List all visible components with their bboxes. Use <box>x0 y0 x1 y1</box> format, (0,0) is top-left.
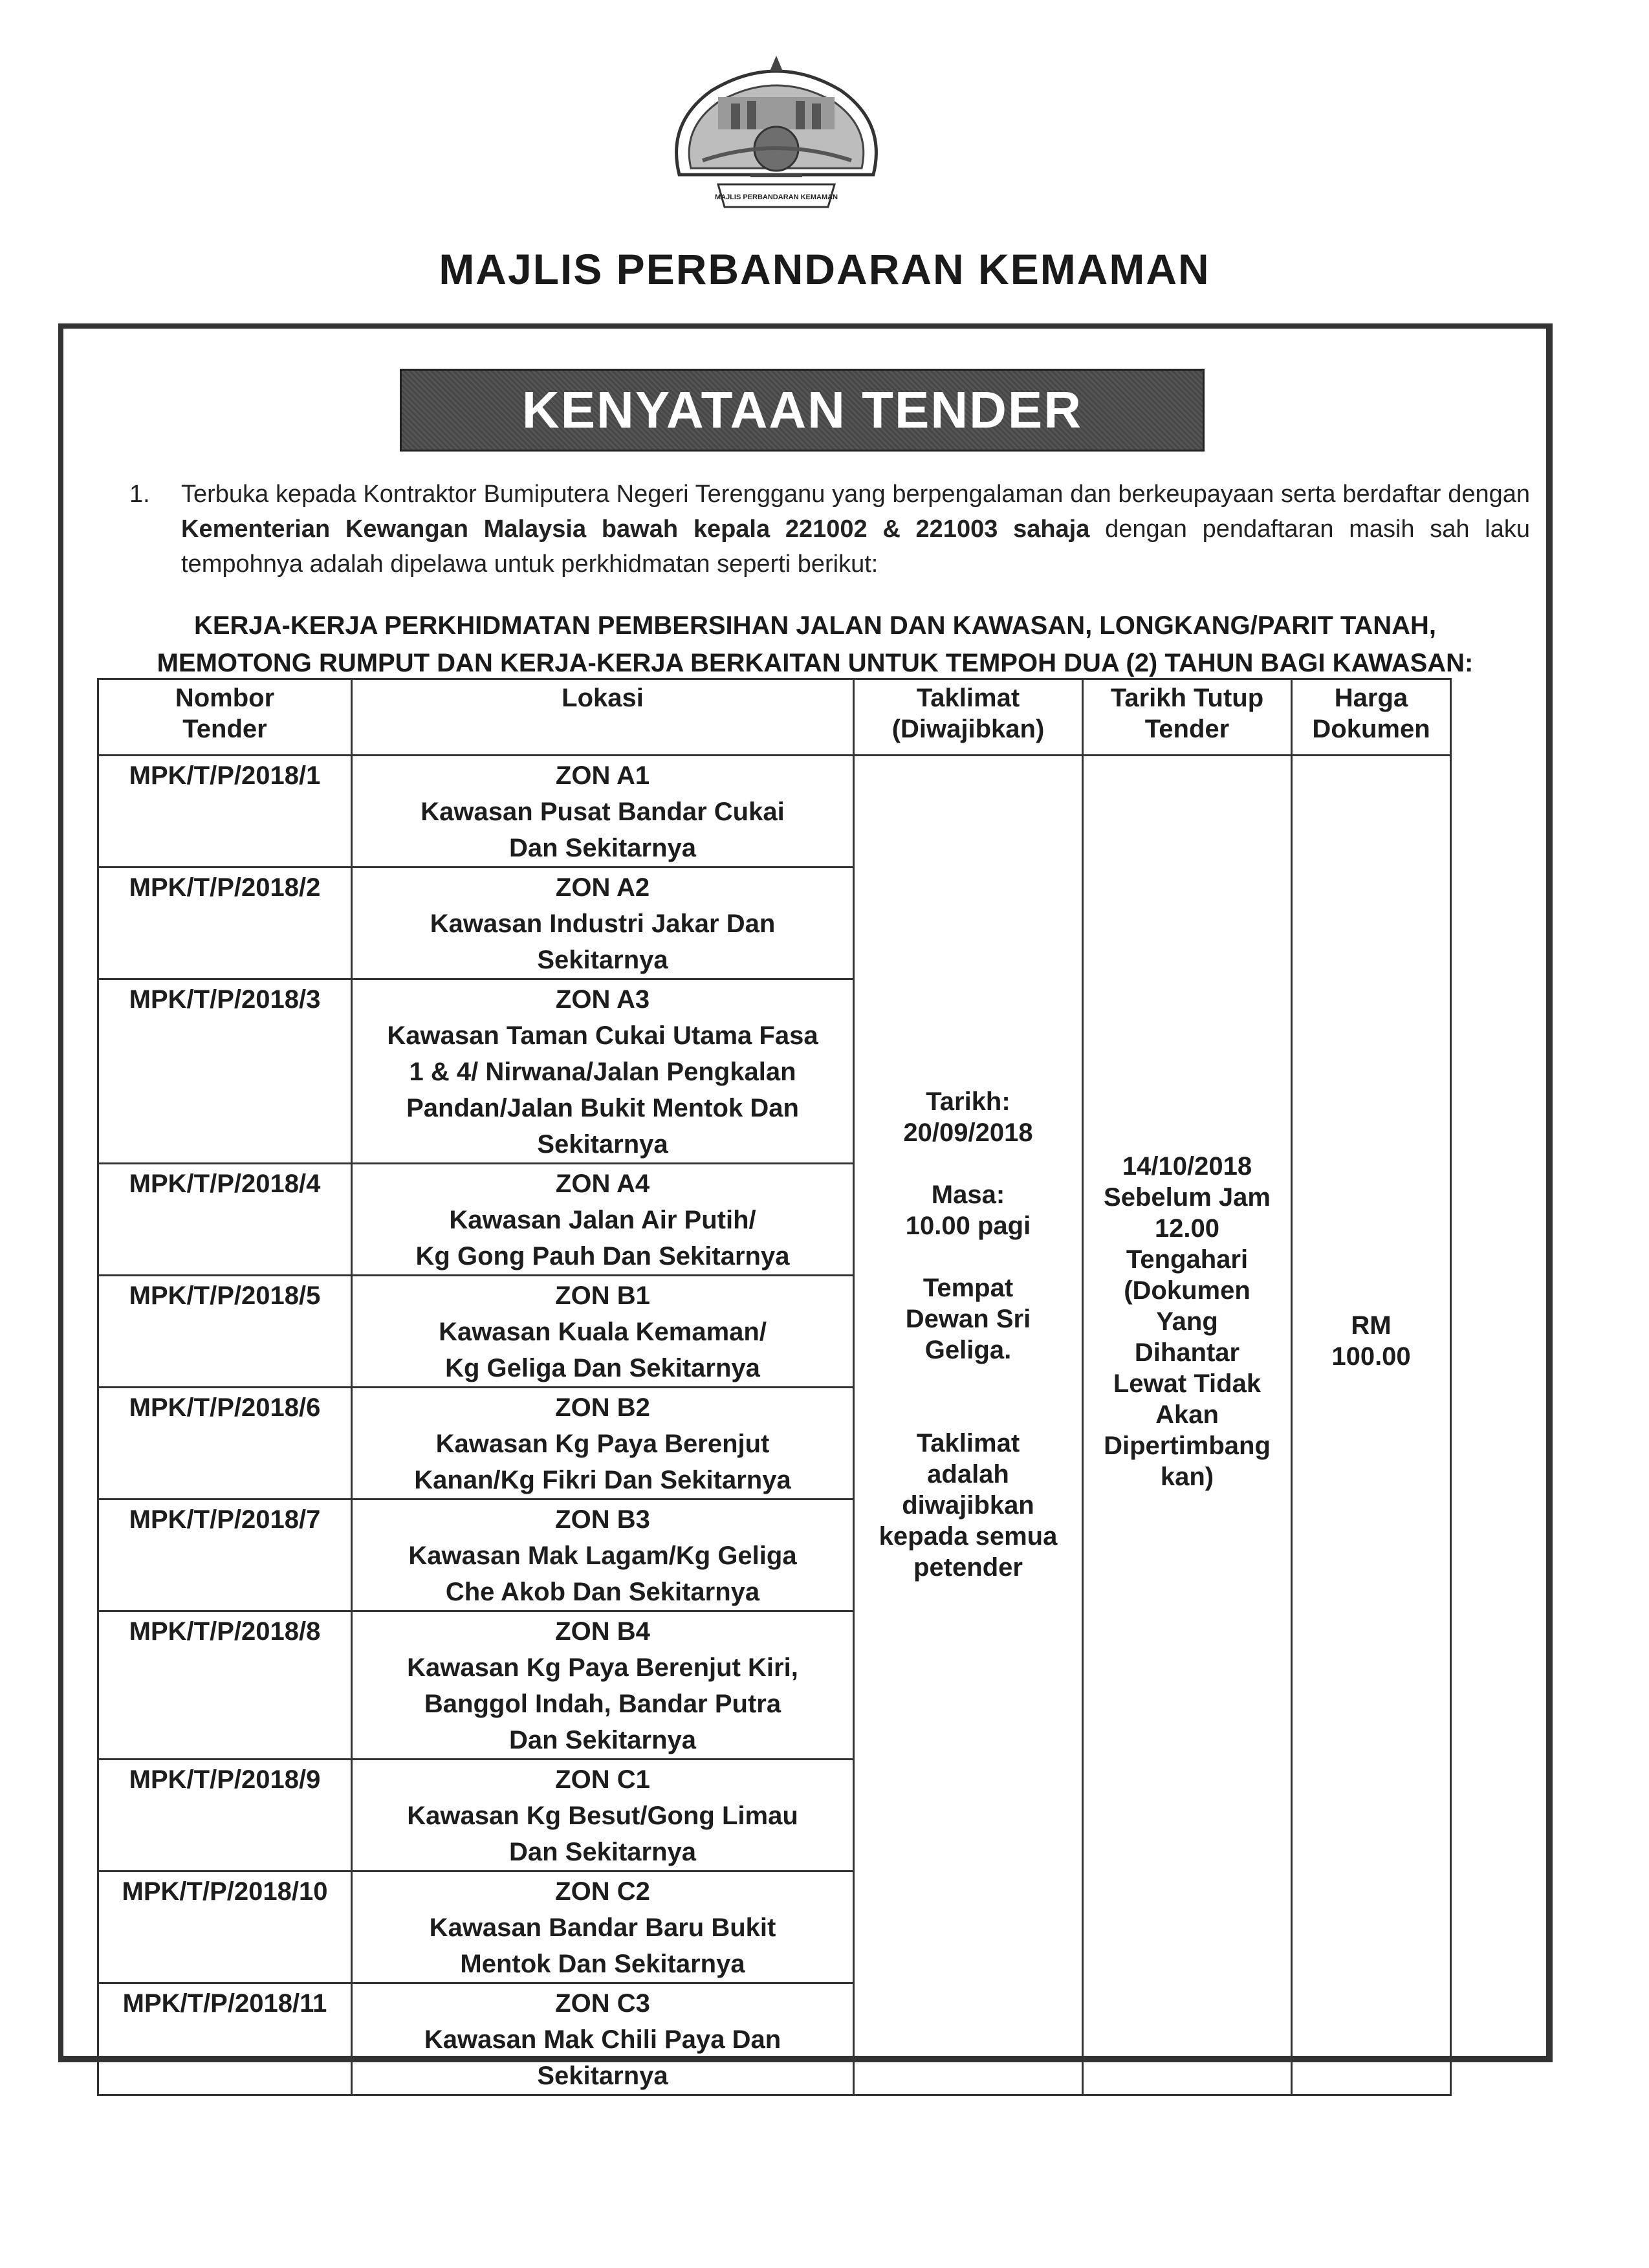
header-taklimat <box>854 679 1083 756</box>
scope-heading <box>97 607 1533 682</box>
location-line: Dan Sekitarnya <box>508 1726 697 1754</box>
taklimat-note-line: diwajibkan <box>902 1491 1034 1520</box>
tender-table <box>97 678 1452 2096</box>
taklimat-note-line: petender <box>913 1553 1023 1582</box>
header-tarikh-line-1: Tarikh Tutup <box>1110 684 1264 712</box>
zone-label: ZON A3 <box>555 985 650 1014</box>
header-tarikh-line-2: Tender <box>1144 715 1230 743</box>
price-currency: RM <box>1351 1311 1392 1340</box>
closing-date: 14/10/2018 <box>1122 1152 1252 1181</box>
closing-line: (Dokumen <box>1124 1276 1250 1305</box>
tender-location <box>352 1388 854 1499</box>
location-line: Kawasan Kg Paya Berenjut <box>435 1430 770 1458</box>
taklimat-tarikh: 20/09/2018 <box>903 1118 1033 1147</box>
tender-location <box>352 1276 854 1388</box>
tender-number: MPK/T/P/2018/2 <box>98 867 352 979</box>
location-line: Kawasan Mak Chili Paya Dan <box>424 2025 781 2054</box>
tender-number: MPK/T/P/2018/7 <box>98 1499 352 1611</box>
intro-bold-text: Kementerian Kewangan Malaysia bawah kepala 221002 & 221003 sahaja <box>181 516 1090 543</box>
header-harga-line-2: Dokumen <box>1312 715 1430 743</box>
tender-number: MPK/T/P/2018/4 <box>98 1164 352 1276</box>
tender-location <box>352 867 854 979</box>
zone-label: ZON B2 <box>555 1393 650 1422</box>
location-line: 1 & 4/ Nirwana/Jalan Pengkalan <box>409 1058 796 1086</box>
location-line: Kawasan Taman Cukai Utama Fasa <box>387 1021 818 1050</box>
zone-label: ZON A1 <box>555 761 650 790</box>
table-row <box>98 756 1451 867</box>
zone-label: ZON B4 <box>555 1617 650 1646</box>
intro-text-part-2: dengan pendaftaran masih sah laku tempohnya adalah dipelawa untuk perkhidmatan seperti berikut: <box>181 516 1530 578</box>
zone-label: ZON A2 <box>555 873 650 902</box>
closing-line: 12.00 <box>1154 1214 1220 1243</box>
taklimat-tempat-label: Tempat <box>923 1274 1014 1302</box>
header-nombor-line-1: Nombor <box>175 684 275 712</box>
tender-number: MPK/T/P/2018/11 <box>98 1983 352 2095</box>
taklimat-note-line: kepada semua <box>879 1522 1058 1551</box>
price-amount: 100.00 <box>1331 1342 1411 1371</box>
table-header-row <box>98 679 1451 756</box>
scope-heading-line-1: KERJA-KERJA PERKHIDMATAN PEMBERSIHAN JALAN DAN KAWASAN, LONGKANG/PARIT TANAH, <box>193 611 1437 640</box>
closing-line: Dipertimbang <box>1104 1432 1271 1460</box>
location-line: Banggol Indah, Bandar Putra <box>424 1690 781 1718</box>
location-line: Mentok Dan Sekitarnya <box>460 1950 745 1978</box>
closing-line: Yang <box>1156 1307 1218 1336</box>
location-line: Kg Gong Pauh Dan Sekitarnya <box>415 1242 790 1270</box>
header-lokasi <box>352 679 854 756</box>
location-line: Pandan/Jalan Bukit Mentok Dan <box>406 1094 799 1122</box>
location-line: Dan Sekitarnya <box>508 834 697 862</box>
tender-number: MPK/T/P/2018/10 <box>98 1871 352 1983</box>
header-nombor-line-2: Tender <box>182 715 267 743</box>
closing-line: Akan <box>1155 1401 1219 1429</box>
tender-location <box>352 1983 854 2095</box>
taklimat-tarikh-label: Tarikh: <box>926 1087 1010 1116</box>
tender-number: MPK/T/P/2018/1 <box>98 756 352 867</box>
tender-number: MPK/T/P/2018/9 <box>98 1760 352 1871</box>
header-taklimat-line-1: Taklimat <box>916 684 1020 712</box>
location-line: Kawasan Jalan Air Putih/ <box>449 1206 756 1234</box>
header-lokasi-line-1: Lokasi <box>562 684 644 712</box>
location-line: Che Akob Dan Sekitarnya <box>445 1578 760 1606</box>
tender-location <box>352 979 854 1164</box>
zone-label: ZON C1 <box>555 1765 650 1794</box>
header-nombor-tender <box>98 679 352 756</box>
intro-text-part-1: Terbuka kepada Kontraktor Bumiputera Negeri Terengganu yang berpengalaman dan berkeupayaan serta berdaftar dengan <box>181 481 1530 508</box>
zone-label: ZON B3 <box>555 1505 650 1534</box>
location-line: Kawasan Bandar Baru Bukit <box>429 1914 776 1942</box>
zone-label: ZON C2 <box>555 1877 650 1906</box>
tender-location <box>352 1871 854 1983</box>
tarikh-tutup-cell <box>1083 756 1292 2095</box>
closing-line: Sebelum Jam <box>1104 1183 1271 1212</box>
taklimat-masa: 10.00 pagi <box>905 1212 1031 1240</box>
tender-number: MPK/T/P/2018/8 <box>98 1611 352 1760</box>
notice-title-banner: KENYATAAN TENDER <box>400 369 1205 452</box>
taklimat-tempat-line-2: Geliga. <box>924 1336 1012 1364</box>
tender-location <box>352 1611 854 1760</box>
tender-location <box>352 1164 854 1276</box>
location-line: Sekitarnya <box>537 946 668 974</box>
location-line: Kawasan Pusat Bandar Cukai <box>420 798 785 826</box>
location-line: Kg Geliga Dan Sekitarnya <box>445 1354 760 1382</box>
tender-number: MPK/T/P/2018/6 <box>98 1388 352 1499</box>
tender-location <box>352 1760 854 1871</box>
scope-heading-line-2: MEMOTONG RUMPUT DAN KERJA-KERJA BERKAITAN UNTUK TEMPOH DUA (2) TAHUN BAGI KAWASAN: <box>157 649 1474 677</box>
zone-label: ZON A4 <box>555 1170 650 1198</box>
tender-location <box>352 1499 854 1611</box>
tender-number: MPK/T/P/2018/3 <box>98 979 352 1164</box>
taklimat-cell <box>854 756 1083 2095</box>
taklimat-tempat-line-1: Dewan Sri <box>905 1305 1031 1333</box>
tender-number: MPK/T/P/2018/5 <box>98 1276 352 1388</box>
closing-line: Dihantar <box>1134 1338 1240 1367</box>
location-line: Kawasan Industri Jakar Dan <box>430 910 776 938</box>
closing-line: Lewat Tidak <box>1113 1369 1261 1398</box>
header-tarikh-tutup <box>1083 679 1292 756</box>
closing-line: kan) <box>1160 1463 1214 1491</box>
intro-number: 1. <box>129 481 150 508</box>
council-crest-logo <box>640 45 912 220</box>
location-line: Kanan/Kg Fikri Dan Sekitarnya <box>414 1466 791 1494</box>
location-line: Kawasan Mak Lagam/Kg Geliga <box>408 1542 797 1570</box>
taklimat-note-line: Taklimat <box>916 1429 1020 1457</box>
location-line: Dan Sekitarnya <box>508 1838 697 1866</box>
header-taklimat-line-2: (Diwajibkan) <box>891 715 1045 743</box>
taklimat-note-line: adalah <box>927 1460 1009 1488</box>
header-harga-line-1: Harga <box>1334 684 1408 712</box>
harga-cell <box>1292 756 1451 2095</box>
header-harga-dokumen <box>1292 679 1451 756</box>
location-line: Kawasan Kg Besut/Gong Limau <box>407 1802 798 1830</box>
taklimat-masa-label: Masa: <box>931 1181 1005 1209</box>
zone-label: ZON B1 <box>555 1281 650 1310</box>
location-line: Sekitarnya <box>537 2062 668 2090</box>
tender-location <box>352 756 854 867</box>
location-line: Sekitarnya <box>537 1130 668 1159</box>
location-line: Kawasan Kg Paya Berenjut Kiri, <box>407 1653 798 1682</box>
location-line: Kawasan Kuala Kemaman/ <box>439 1318 767 1346</box>
closing-line: Tengahari <box>1126 1245 1249 1274</box>
intro-text <box>181 477 1530 582</box>
logo-text: MAJLIS PERBANDARAN KEMAMAN <box>714 193 838 201</box>
zone-label: ZON C3 <box>555 1989 650 2018</box>
organisation-name: MAJLIS PERBANDARAN KEMAMAN <box>439 245 1210 293</box>
